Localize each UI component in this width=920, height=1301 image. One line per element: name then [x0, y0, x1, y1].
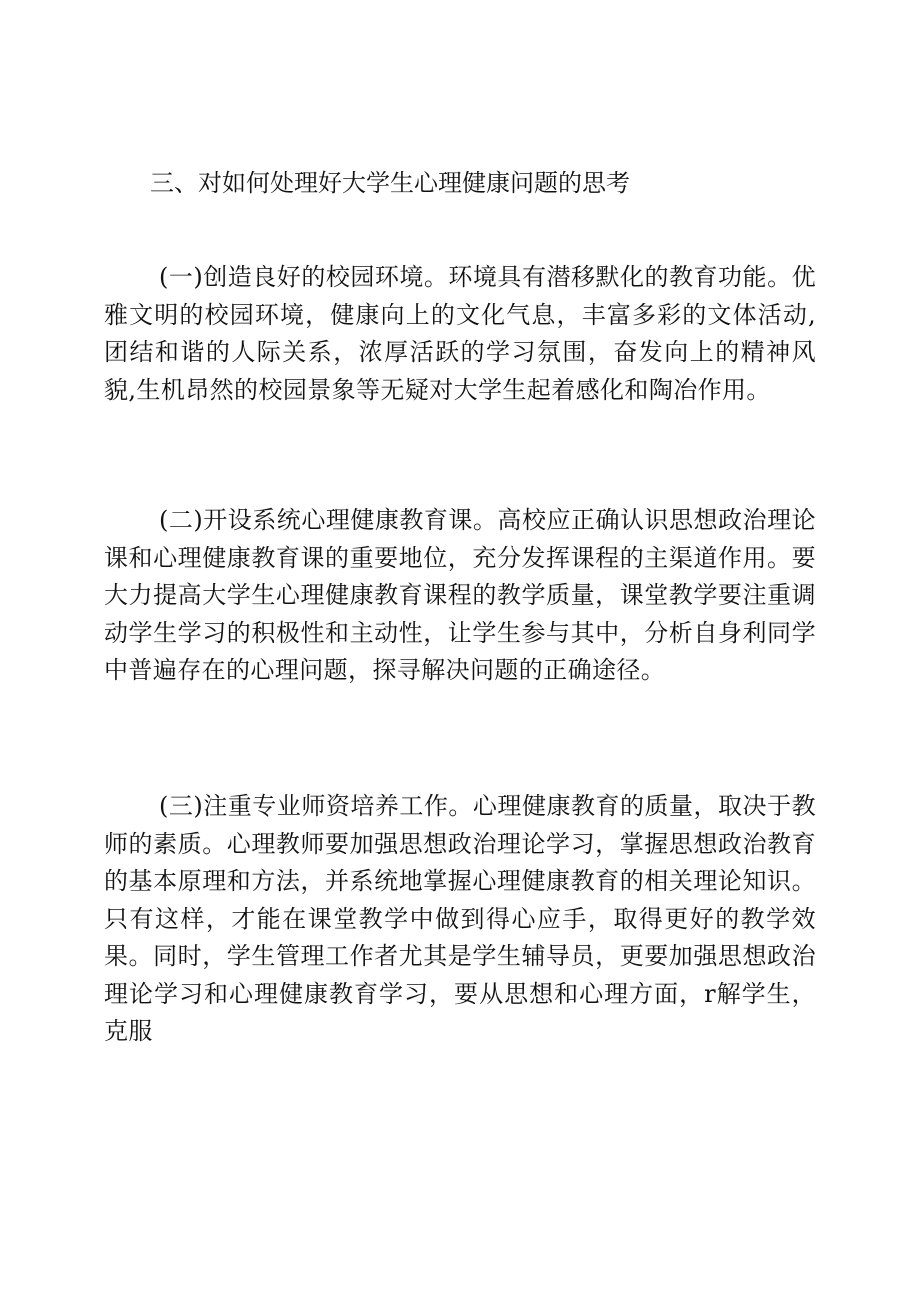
paragraph-campus-environment: (一)创造良好的校园环境。环境具有潜移默化的教育功能。优雅文明的校园环境，健康向上的文化气息，丰富多彩的文体活动,团结和谐的人际关系，浓厚活跃的学习氛围，奋发向上的精神风貌,生机昂然的校园景象等无疑对大学生起着感化和陶冶作用。: [104, 263, 816, 404]
paragraph-teacher-training: (三)注重专业师资培养工作。心理健康教育的质量，取决于教师的素质。心理教师要加强思想政治理论学习，掌握思想政治教育的基本原理和方法，并系统地掌握心理健康教育的相关理论知识。只有这样，才能在课堂教学中做到得心应手，取得更好的教学效果。同时，学生管理工作者尤其是学生辅导员，更要加强思想政治理论学习和心理健康教育学习，要从思想和心理方面，r解学生，克服: [104, 792, 816, 1045]
paragraph-mental-health-course: (二)开设系统心理健康教育课。高校应正确认识思想政治理论课和心理健康教育课的重要地位，充分发挥课程的主渠道作用。要大力提高大学生心理健康教育课程的教学质量，课堂教学要注重调动学生学习的积极性和主动性，让学生参与其中，分析自身利同学中普遍存在的心理问题，探寻解决问题的正确途径。: [104, 506, 816, 684]
section-heading: 三、对如何处理好大学生心理健康问题的思考: [150, 169, 630, 197]
